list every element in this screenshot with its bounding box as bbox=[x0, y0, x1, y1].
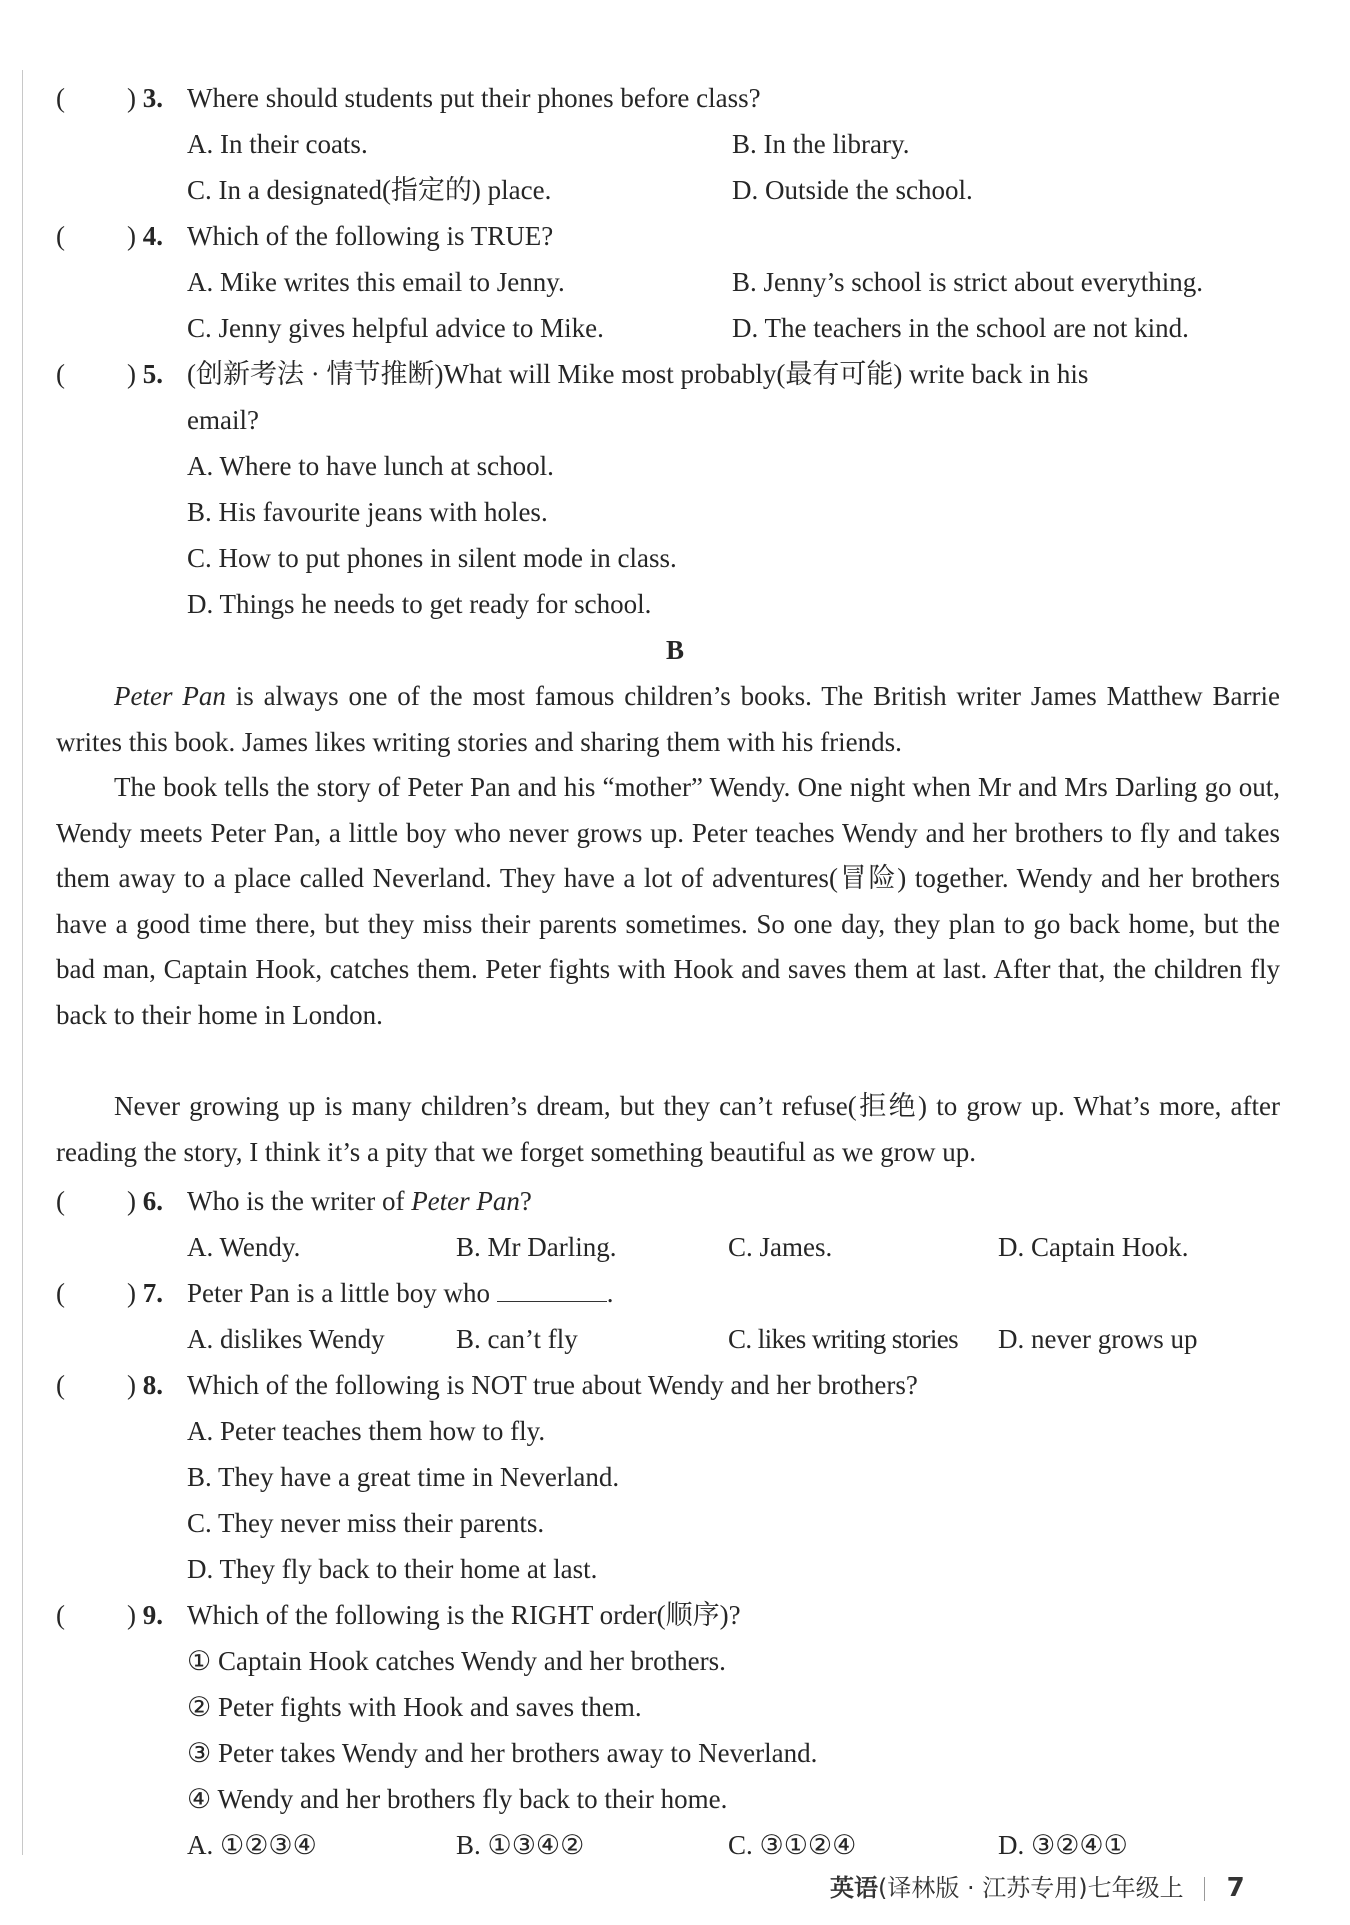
q9-option-d: D. ③②④① bbox=[998, 1830, 1128, 1860]
q4-paren-close: ) bbox=[127, 221, 136, 251]
q8-option-d: D. They fly back to their home at last. bbox=[187, 1554, 598, 1584]
q4-paren-open: ( bbox=[56, 221, 65, 251]
q3-option-a: A. In their coats. bbox=[187, 129, 368, 159]
q6-answer-blank[interactable] bbox=[127, 1183, 163, 1219]
q7-answer-blank[interactable] bbox=[127, 1275, 163, 1311]
q5-option-b: B. His favourite jeans with holes. bbox=[187, 497, 548, 527]
passage-paragraph-2 bbox=[56, 765, 1280, 1038]
q4-number: 4. bbox=[142, 221, 163, 251]
q4-option-c: C. Jenny gives helpful advice to Mike. bbox=[187, 313, 604, 343]
q5-stem-line1: (创新考法 · 情节推断)What will Mike most probably(最有可能) write back in his bbox=[187, 359, 1089, 389]
q7-fill-blank[interactable] bbox=[497, 1275, 607, 1302]
q6-option-a: A. Wendy. bbox=[187, 1232, 301, 1262]
q7-option-a: A. dislikes Wendy bbox=[187, 1324, 385, 1354]
page-footer bbox=[830, 1870, 1245, 1906]
q4-option-d: D. The teachers in the school are not kind. bbox=[732, 313, 1189, 343]
q9-event-2: ② Peter fights with Hook and saves them. bbox=[187, 1692, 642, 1722]
margin-line bbox=[22, 70, 23, 1855]
q7-paren-open: ( bbox=[56, 1278, 65, 1308]
q7-stem-pre: Peter Pan is a little boy who bbox=[187, 1278, 497, 1308]
footer-edition: (译林版 · 江苏专用)七年级上 bbox=[878, 1874, 1184, 1902]
q3-answer-blank[interactable] bbox=[127, 80, 163, 116]
q3-option-d: D. Outside the school. bbox=[732, 175, 973, 205]
q4-stem: Which of the following is TRUE? bbox=[187, 221, 554, 251]
passage-paragraph-3-text: Never growing up is many children’s dream, but they can’t refuse(拒绝) to grow up. What’s more, after reading the story, I think it’s a pity that we forget something beautiful as we grow up. bbox=[56, 1091, 1280, 1167]
q7-option-c: C. likes writing stories bbox=[728, 1324, 959, 1354]
q4-answer-blank[interactable] bbox=[127, 218, 163, 254]
q6-stem-pre: Who is the writer of bbox=[187, 1186, 412, 1216]
q8-paren-open: ( bbox=[56, 1370, 65, 1400]
passage-paragraph-3 bbox=[56, 1084, 1280, 1175]
q4-option-a: A. Mike writes this email to Jenny. bbox=[187, 267, 565, 297]
q9-answer-blank[interactable] bbox=[127, 1597, 163, 1633]
q5-paren-open: ( bbox=[56, 359, 65, 389]
q9-option-c: C. ③①②④ bbox=[728, 1830, 857, 1860]
q9-event-1: ① Captain Hook catches Wendy and her brothers. bbox=[187, 1646, 726, 1676]
q5-stem-line2: email? bbox=[187, 405, 259, 435]
q8-option-a: A. Peter teaches them how to fly. bbox=[187, 1416, 546, 1446]
footer-subject: 英语 bbox=[830, 1874, 878, 1902]
q6-number: 6. bbox=[142, 1186, 163, 1216]
q9-paren-close: ) bbox=[127, 1600, 136, 1630]
section-b-heading: B bbox=[665, 635, 684, 665]
q3-stem: Where should students put their phones before class? bbox=[187, 83, 761, 113]
q5-option-c: C. How to put phones in silent mode in class. bbox=[187, 543, 677, 573]
q5-paren-close: ) bbox=[127, 359, 136, 389]
page-number: 7 bbox=[1226, 1873, 1245, 1903]
q7-paren-close: ) bbox=[127, 1278, 136, 1308]
passage-paragraph-1 bbox=[56, 674, 1280, 765]
q6-stem-post: ? bbox=[519, 1186, 532, 1216]
q9-event-3: ③ Peter takes Wendy and her brothers away to Neverland. bbox=[187, 1738, 818, 1768]
q9-number: 9. bbox=[142, 1600, 163, 1630]
q9-option-a: A. ①②③④ bbox=[187, 1830, 317, 1860]
q7-option-b: B. can’t fly bbox=[456, 1324, 578, 1354]
q5-number: 5. bbox=[142, 359, 163, 389]
q6-option-d: D. Captain Hook. bbox=[998, 1232, 1189, 1262]
q7-number: 7. bbox=[142, 1278, 163, 1308]
q8-stem: Which of the following is NOT true about Wendy and her brothers? bbox=[187, 1370, 918, 1400]
footer-divider bbox=[1204, 1877, 1205, 1901]
q9-stem: Which of the following is the RIGHT order(顺序)? bbox=[187, 1600, 741, 1630]
q7-option-d: D. never grows up bbox=[998, 1324, 1198, 1354]
q5-answer-blank[interactable] bbox=[127, 356, 163, 392]
q9-option-b: B. ①③④② bbox=[456, 1830, 585, 1860]
passage-paragraph-1-text: is always one of the most famous children’s books. The British writer James Matthew Barrie writes this book. James likes writing stories and sharing them with his friends. bbox=[56, 681, 1280, 757]
q4-option-b: B. Jenny’s school is strict about everything. bbox=[732, 267, 1203, 297]
q6-option-c: C. James. bbox=[728, 1232, 833, 1262]
q6-option-b: B. Mr Darling. bbox=[456, 1232, 617, 1262]
q3-paren-close: ) bbox=[127, 83, 136, 113]
q3-option-b: B. In the library. bbox=[732, 129, 910, 159]
q9-event-4: ④ Wendy and her brothers fly back to their home. bbox=[187, 1784, 728, 1814]
q6-paren-open: ( bbox=[56, 1186, 65, 1216]
q8-option-b: B. They have a great time in Neverland. bbox=[187, 1462, 620, 1492]
passage-paragraph-2-text: The book tells the story of Peter Pan and his “mother” Wendy. One night when Mr and Mrs Darling go out, Wendy meets Peter Pan, a little boy who never grows up. Peter teaches Wendy and her brothers to fly and takes them away to a place called Neverland. They have a lot of adventures(冒险) together. Wendy and her brothers have a good time there, but they miss their parents sometimes. So one day, they plan to go back home, but the bad man, Captain Hook, catches them. Peter fights with Hook and saves them at last. After that, the children fly back to their home in London. bbox=[56, 772, 1280, 1030]
q8-number: 8. bbox=[142, 1370, 163, 1400]
book-title: Peter Pan bbox=[114, 681, 226, 711]
q7-stem-post: . bbox=[606, 1278, 614, 1308]
q3-option-c: C. In a designated(指定的) place. bbox=[187, 175, 552, 205]
q7-stem bbox=[187, 1275, 613, 1311]
q5-option-d: D. Things he needs to get ready for school. bbox=[187, 589, 652, 619]
q6-stem bbox=[187, 1183, 532, 1219]
q8-answer-blank[interactable] bbox=[127, 1367, 163, 1403]
q9-paren-open: ( bbox=[56, 1600, 65, 1630]
q6-paren-close: ) bbox=[127, 1186, 136, 1216]
q3-number: 3. bbox=[142, 83, 163, 113]
q5-option-a: A. Where to have lunch at school. bbox=[187, 451, 554, 481]
q3-paren-open: ( bbox=[56, 83, 65, 113]
q6-stem-title: Peter Pan bbox=[411, 1186, 520, 1216]
q8-paren-close: ) bbox=[127, 1370, 136, 1400]
q8-option-c: C. They never miss their parents. bbox=[187, 1508, 545, 1538]
